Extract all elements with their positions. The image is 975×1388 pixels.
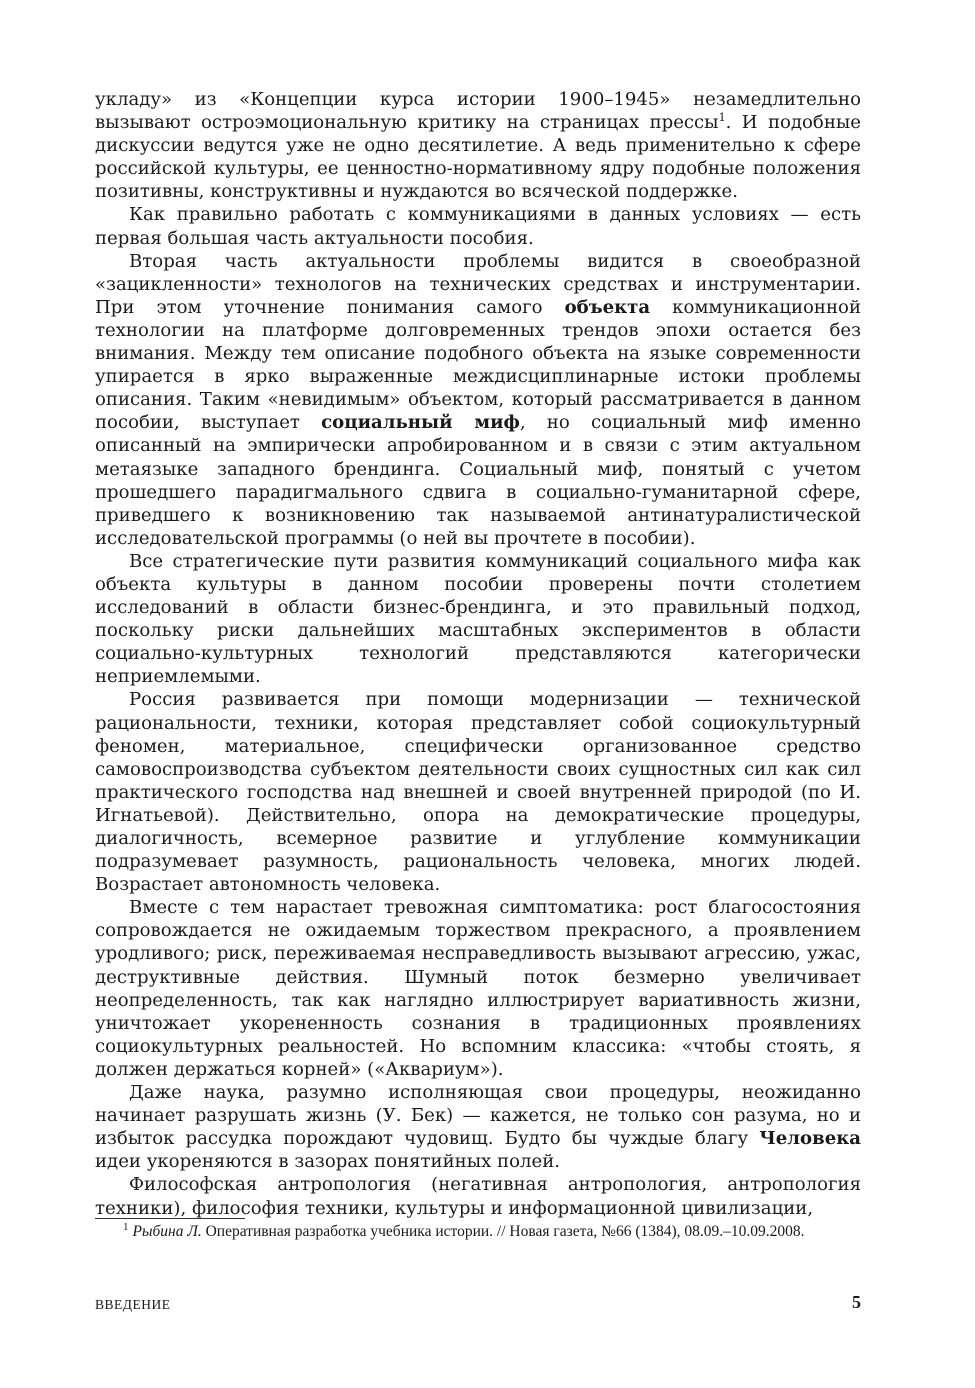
paragraph-2: Как правильно работать с коммуникациями в данных условиях — есть первая большая часть актуальности пособия.: [95, 204, 861, 249]
running-footer-section: ВВЕДЕНИЕ: [95, 1297, 171, 1312]
bold-term-object: объекта: [564, 296, 651, 318]
paragraph-3-text-a: Вторая часть актуальности проблемы видится в своеобразной «зацикленности» технологов на технических средствах и инструментарии. При этом уточнение понимания самого: [95, 250, 861, 318]
paragraph-6: Вместе с тем нарастает тревожная симптоматика: рост благосостояния сопровождается не ожидаемым торжеством прекрасного, а проявлением уродливого; риск, переживаемая несправедливость вызывают агрессию, ужас, деструктивные действия. Шумный поток безмерно увеличивает неопределенность, так как наглядно иллюстрирует вариативность жизни, уничтожает укорененность сознания в традиционных проявлениях социокультурных реальностей. Но вспомним классика: «чтобы стоять, я должен держаться корней» («Аквариум»).: [95, 897, 861, 1080]
footnote-author: Рыбина Л.: [132, 1223, 202, 1240]
paragraph-3-text-b: коммуникационной технологии на платформе долговременных трендов эпохи остается без внимания. Между тем описание подобного объекта на языке современности упирается в ярко выраженные междисциплинарные истоки проблемы описания. Таким «невидимым» объектом, который рассматривается в данном пособии, выступает: [95, 296, 862, 434]
paragraph-5: Россия развивается при помощи модернизации — технической рациональности, техники, которая представляет собой социокультурный феномен, материальное, специфически организованное средство самовоспроизводства субъектом деятельности своих сущностных сил как сил практического господства над внешней и своей внутренней природой (по И. Игнатьевой). Действительно, опора на демократические процедуры, диалогичность, всемерное развитие и углубление коммуникации подразумевает разумность, рациональность человека, многих людей. Возрастает автономность человека.: [95, 689, 861, 896]
paragraph-1-text: укладу» из «Концепции курса истории 1900–1945» незамедлительно вызывают остроэмоциональную критику на страницах прессы: [95, 89, 861, 134]
main-text: [95, 88, 861, 1220]
paragraph-7-text-b: идеи укореняются в зазорах понятийных полей.: [95, 1151, 561, 1173]
paragraph-1: [95, 88, 861, 203]
paragraph-3: [95, 250, 861, 550]
bold-term-human: Человека: [759, 1128, 861, 1150]
footnote-mark: 1: [123, 1221, 129, 1233]
footnote-reference[interactable]: 1: [718, 111, 726, 125]
footnote: [95, 1222, 861, 1243]
paragraph-4: Все стратегические пути развития коммуникаций социального мифа как объекта культуры в данном пособии проверены почти столетием исследований в области бизнес-брендинга, и это правильный подход, поскольку риски дальнейших масштабных экспериментов в области социально-культурных технологий представляются категорически неприемлемыми.: [95, 550, 861, 688]
paragraph-3-text-c: , но социальный миф именно описанный на эмпирически апробированном и в связи с этим актуальном метаязыке западного брендинга. Социальный миф, понятый с учетом прошедшего парадигмального сдвига в социально-гуманитарной сфере, приведшего к возникновению так называемой антинатуралистической исследовательской программы (о ней вы прочтете в пособии).: [95, 412, 861, 549]
paragraph-7-text-a: Даже наука, разумно исполняющая свои процедуры, неожиданно начинает разрушать жизнь (У. Бек) — кажется, не только сон разума, но и избыток рассудка порождают чудовищ. Будто бы чуждые благу: [95, 1082, 861, 1150]
page-number: 5: [852, 1292, 861, 1312]
paragraph-1-tail: . И подобные дискуссии ведутся уже не одно десятилетие. А ведь применительно к сфере российской культуры, ее ценностно-нормативному ядру подобные положения позитивны, конструктивны и нуждаются во всяческой поддержке.: [95, 112, 861, 203]
paragraph-7: [95, 1081, 861, 1173]
bold-term-social-myth: социальный миф: [321, 412, 520, 434]
footnote-text: Оперативная разработка учебника истории. // Новая газета, №66 (1384), 08.09.–10.09.2008.: [201, 1223, 805, 1240]
footnote-divider: [95, 1218, 245, 1219]
paragraph-8: Философская антропология (негативная антропология, антропология техники), философия техники, культуры и информационной цивилизации,: [95, 1174, 861, 1219]
